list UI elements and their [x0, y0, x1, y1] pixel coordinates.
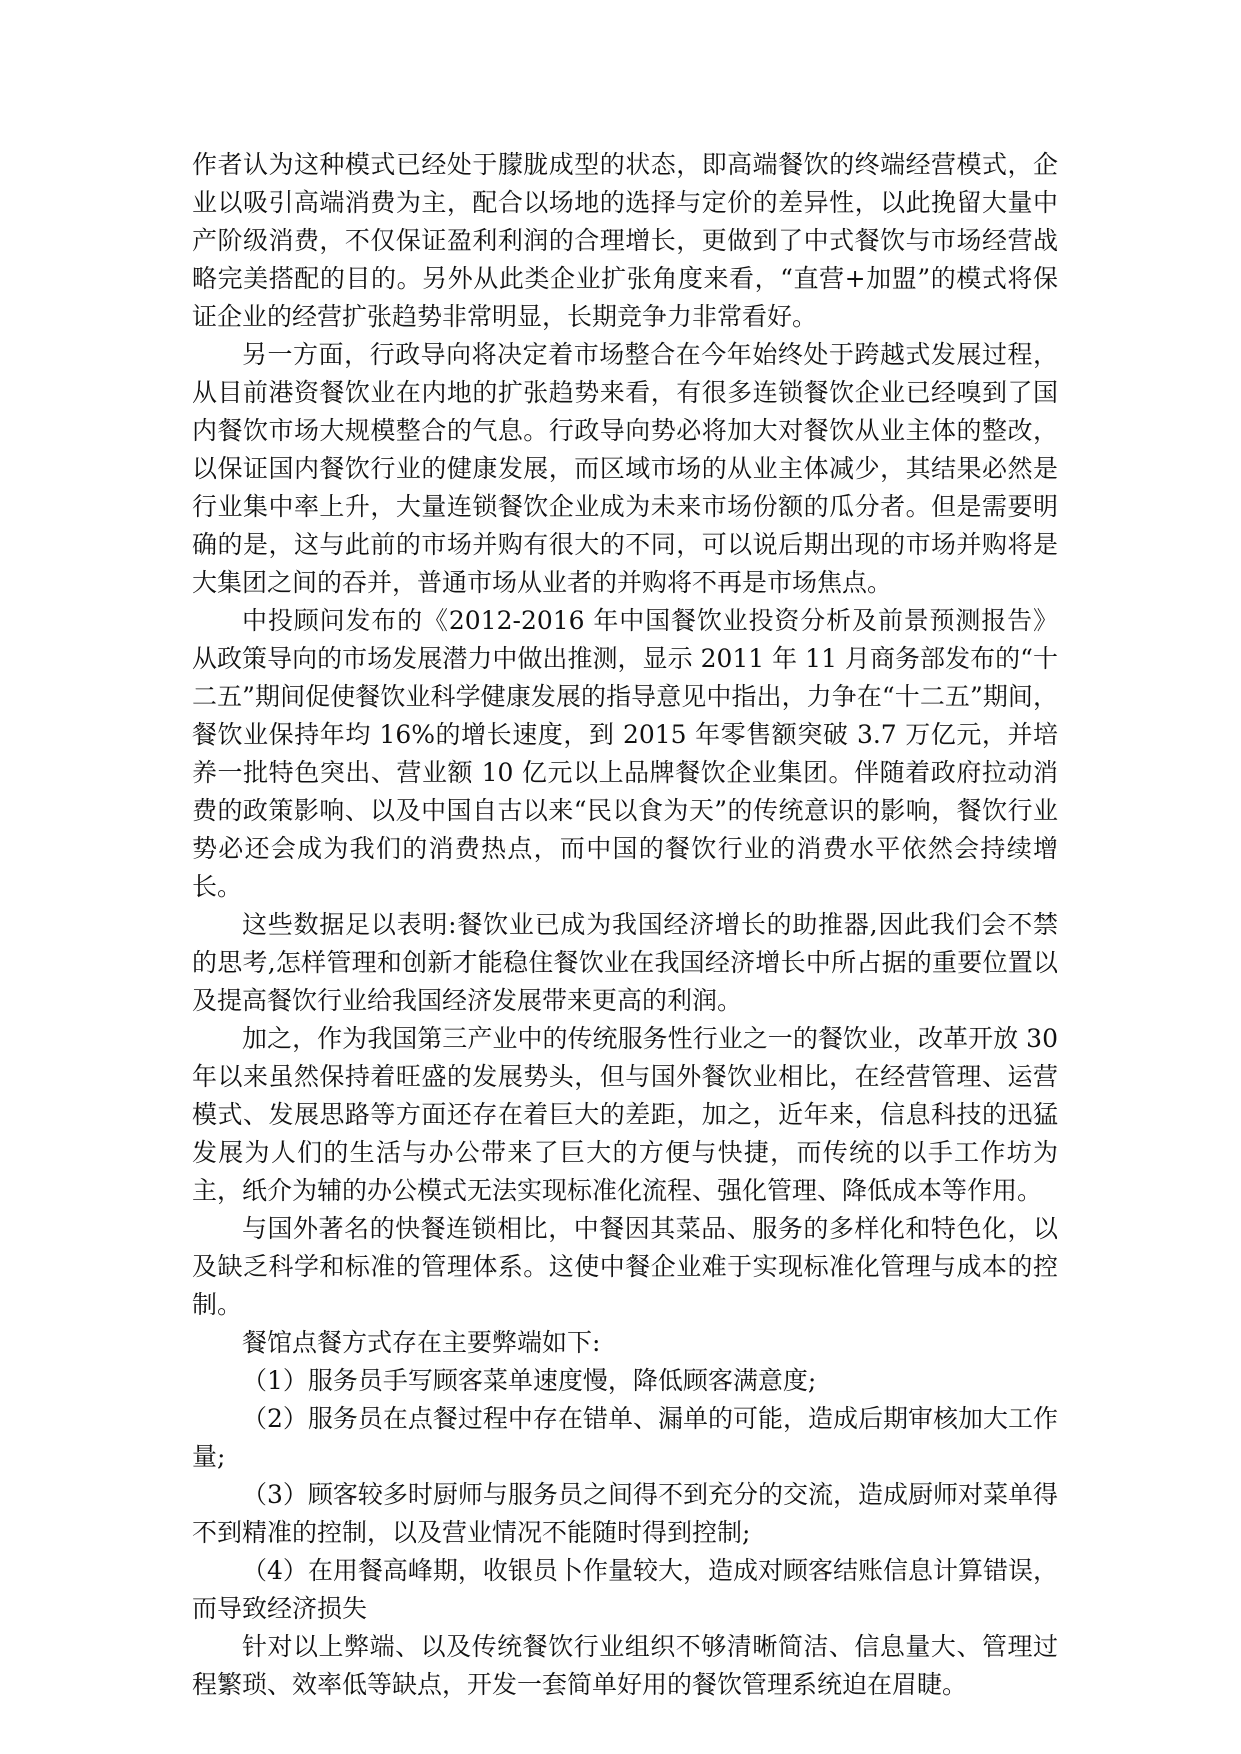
paragraph: 加之，作为我国第三产业中的传统服务性行业之一的餐饮业，改革开放 30 年以来虽然保持着旺盛的发展势头，但与国外餐饮业相比，在经营管理、运营模式、发展思路等方面还存在着巨大的差距，加之，近年来，信息科技的迅猛发展为人们的生活与办公带来了巨大的方便与快捷，而传统的以手工作坊为主，纸介为辅的办公模式无法实现标准化流程、强化管理、降低成本等作用。 — [192, 1024, 1058, 1205]
list-item: （2）服务员在点餐过程中存在错单、漏单的可能，造成后期审核加大工作量; — [192, 1404, 1058, 1471]
paragraph: 餐馆点餐方式存在主要弊端如下: — [242, 1328, 601, 1357]
paragraph: 针对以上弊端、以及传统餐饮行业组织不够清晰简洁、信息量大、管理过程繁琐、效率低等缺点，开发一套简单好用的餐饮管理系统迫在眉睫。 — [192, 1632, 1058, 1699]
paragraph: 另一方面，行政导向将决定着市场整合在今年始终处于跨越式发展过程，从目前港资餐饮业在内地的扩张趋势来看，有很多连锁餐饮企业已经嗅到了国内餐饮市场大规模整合的气息。行政导向势必将加大对餐饮从业主体的整改，以保证国内餐饮行业的健康发展，而区域市场的从业主体减少，其结果必然是行业集中率上升，大量连锁餐饮企业成为未来市场份额的瓜分者。但是需要明确的是，这与此前的市场并购有很大的不同，可以说后期出现的市场并购将是大集团之间的吞并，普通市场从业者的并购将不再是市场焦点。 — [192, 340, 1058, 597]
paragraph: 这些数据足以表明:餐饮业已成为我国经济增长的助推器,因此我们会不禁的思考,怎样管理和创新才能稳住餐饮业在我国经济增长中所占据的重要位置以及提高餐饮行业给我国经济发展带来更高的利润。 — [192, 910, 1058, 1015]
paragraph: 与国外著名的快餐连锁相比，中餐因其菜品、服务的多样化和特色化，以及缺乏科学和标准的管理体系。这使中餐企业难于实现标准化管理与成本的控制。 — [192, 1214, 1058, 1319]
list-item: （1）服务员手写顾客菜单速度慢，降低顾客满意度; — [242, 1366, 817, 1395]
paragraph: 作者认为这种模式已经处于朦胧成型的状态，即高端餐饮的终端经营模式，企业以吸引高端消费为主，配合以场地的选择与定价的差异性，以此挽留大量中产阶级消费，不仅保证盈利利润的合理增长，更做到了中式餐饮与市场经营战略完美搭配的目的。另外从此类企业扩张角度来看，“直营+加盟”的模式将保证企业的经营扩张趋势非常明显，长期竞争力非常看好。 — [192, 150, 1058, 331]
paragraph: 中投顾问发布的《2012-2016 年中国餐饮业投资分析及前景预测报告》从政策导向的市场发展潜力中做出推测，显示 2011 年 11 月商务部发布的“十二五”期间促使餐饮业科学健康发展的指导意见中指出，力争在“十二五”期间，餐饮业保持年均 16%的增长速度，到 2015 年零售额突破 3.7 万亿元，并培养一批特色突出、营业额 10 亿元以上品牌餐饮企业集团。伴随着政府拉动消费的政策影响、以及中国自古以来“民以食为天”的传统意识的影响，餐饮行业势必还会成为我们的消费热点，而中国的餐饮行业的消费水平依然会持续增长。 — [192, 606, 1058, 901]
list-item: （4）在用餐高峰期，收银员卜作量较大，造成对顾客结账信息计算错误，而导致经济损失 — [192, 1556, 1058, 1623]
list-item: （3）顾客较多时厨师与服务员之间得不到充分的交流，造成厨师对菜单得不到精准的控制，以及营业情况不能随时得到控制; — [192, 1480, 1058, 1547]
body-text — [192, 146, 1058, 1704]
